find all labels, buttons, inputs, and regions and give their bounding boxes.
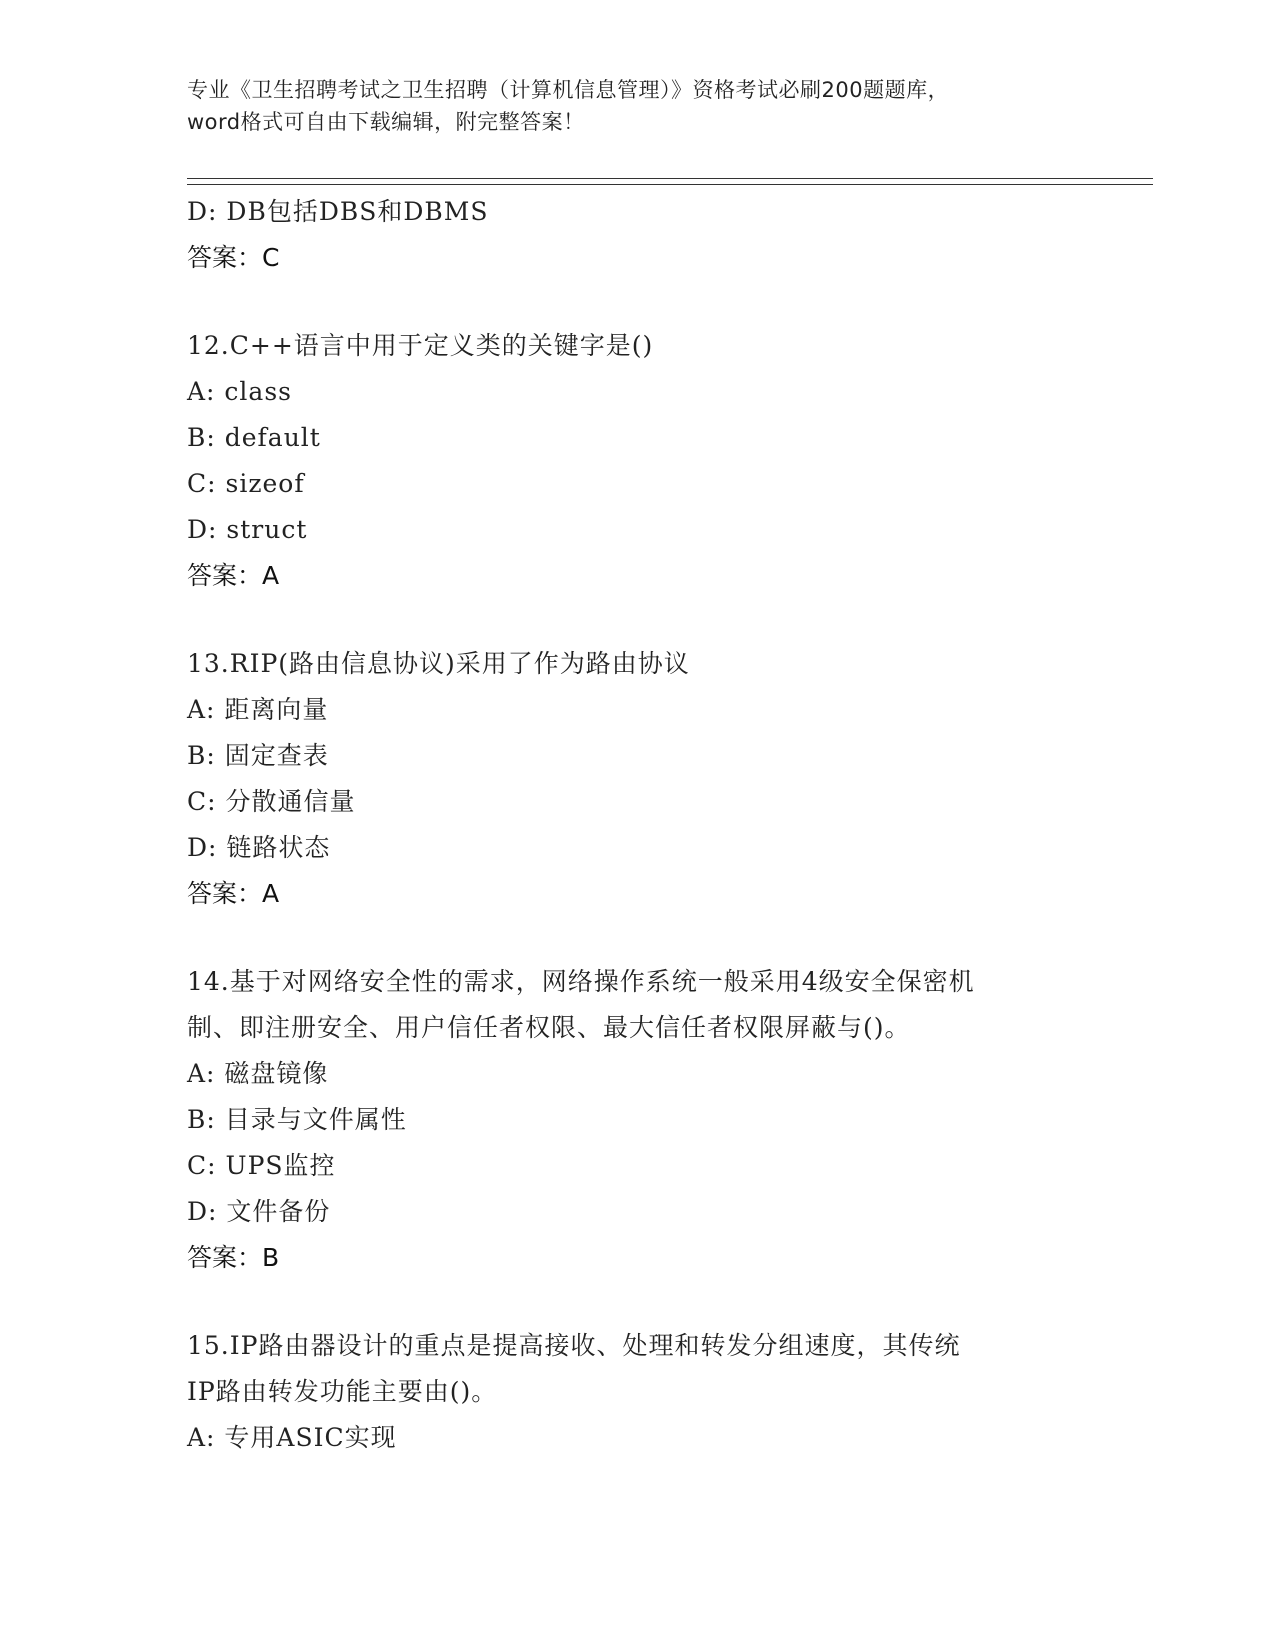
spacer — [187, 281, 1087, 323]
question-stem: 13.RIP(路由信息协议)采用了作为路由协议 — [187, 649, 690, 678]
question-stem-line-2: 制、即注册安全、用户信任者权限、最大信任者权限屏蔽与()。 — [187, 1013, 911, 1042]
header-divider-top — [187, 178, 1153, 179]
option-b: B: default — [187, 423, 321, 452]
question-stem-line-1: 14.基于对网络安全性的需求，网络操作系统一般采用4级安全保密机 — [187, 967, 975, 996]
question-14 — [187, 959, 1087, 1281]
question-12 — [187, 323, 1087, 599]
option-c: C: UPS监控 — [187, 1151, 336, 1180]
header-title-line-2: word格式可自由下载编辑，附完整答案！ — [187, 110, 585, 134]
question-list — [187, 189, 1087, 1461]
question-15 — [187, 1323, 1087, 1461]
option-d: D: 文件备份 — [187, 1197, 331, 1226]
question-13 — [187, 641, 1087, 917]
option-a: A: 距离向量 — [187, 695, 329, 724]
option-a: A: 磁盘镜像 — [187, 1059, 329, 1088]
question-stem-line-1: 15.IP路由器设计的重点是提高接收、处理和转发分组速度，其传统 — [187, 1331, 961, 1360]
option-d: D: 链路状态 — [187, 833, 331, 862]
spacer — [187, 1281, 1087, 1323]
option-b: B: 目录与文件属性 — [187, 1105, 407, 1134]
option-c: C: sizeof — [187, 469, 305, 498]
header-title-line-1: 专业《卫生招聘考试之卫生招聘（计算机信息管理）》资格考试必刷200题题库， — [187, 78, 950, 102]
option-d: D: struct — [187, 515, 308, 544]
header-divider-bottom — [187, 184, 1153, 185]
question-stem-line-2: IP路由转发功能主要由()。 — [187, 1377, 498, 1406]
option-c: C: 分散通信量 — [187, 787, 356, 816]
option-d: D: DB包括DBS和DBMS — [187, 197, 489, 226]
spacer — [187, 917, 1087, 959]
answer-line: 答案：C — [187, 243, 280, 272]
question-stem: 12.C++语言中用于定义类的关键字是() — [187, 331, 654, 360]
answer-line: 答案：A — [187, 561, 280, 590]
answer-line: 答案：B — [187, 1243, 280, 1272]
answer-line: 答案：A — [187, 879, 280, 908]
option-b: B: 固定查表 — [187, 741, 329, 770]
spacer — [187, 599, 1087, 641]
question-11-tail — [187, 189, 1087, 281]
option-a: A: 专用ASIC实现 — [187, 1423, 397, 1452]
option-a: A: class — [187, 377, 292, 406]
document-header — [187, 74, 1087, 138]
